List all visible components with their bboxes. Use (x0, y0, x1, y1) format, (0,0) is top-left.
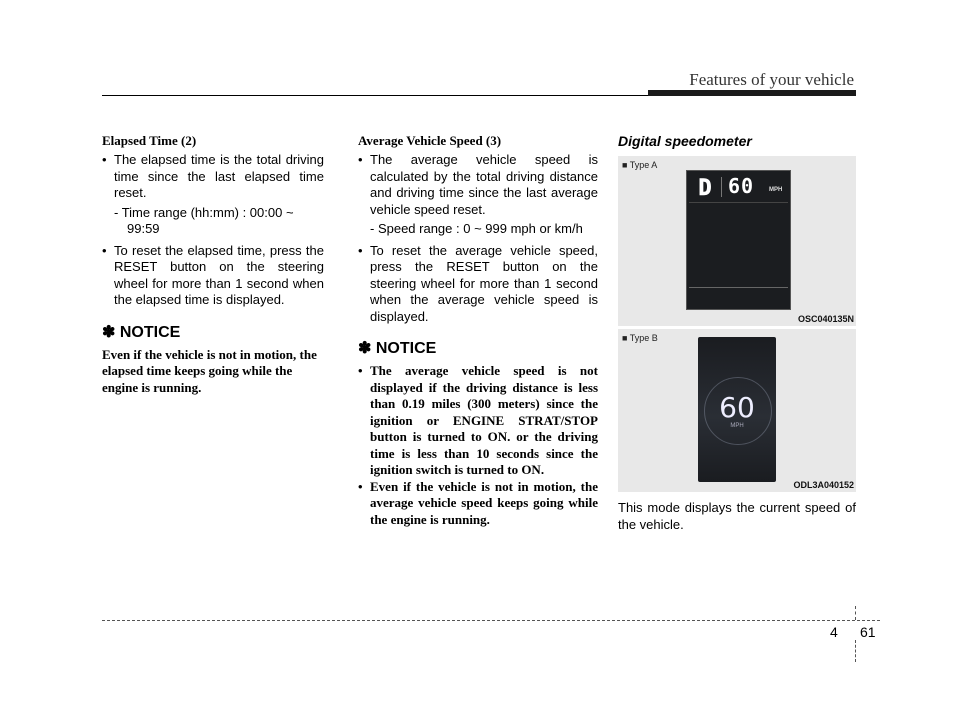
bullet-text: The elapsed time is the total driving time since the last elapsed time reset. (114, 152, 324, 200)
average-speed-reset-bullet (358, 243, 598, 326)
column-digital-speedometer (618, 132, 856, 533)
page-number: 61 (860, 624, 876, 640)
bullet-dot-icon: • (358, 242, 363, 258)
elapsed-time-range: - Time range (hh:mm) : 00:00 ~ 99:59 (114, 204, 294, 236)
column-elapsed-time (102, 132, 324, 396)
display-rule (689, 202, 788, 203)
average-speed-heading: Average Vehicle Speed (3) (358, 133, 502, 148)
page-header-title: Features of your vehicle (689, 70, 854, 89)
notice-title: ✽ NOTICE (102, 323, 181, 341)
notice-body: Even if the vehicle is not in motion, the elapsed time keeps going while the engine is running. (102, 346, 317, 395)
figure-code: OSC040135N (797, 314, 854, 324)
header-rule (102, 95, 650, 96)
display-rule (689, 287, 788, 288)
bullet-dot-icon: • (358, 363, 363, 378)
figure-caption: This mode displays the current speed of the vehicle. (618, 500, 856, 532)
bullet-text: The average vehicle speed is calculated by the total driving distance and driving time since the last average vehicle speed reset. (370, 152, 598, 217)
cluster-screen-type-a (686, 170, 791, 310)
bullet-dot-icon: • (358, 152, 363, 167)
gear-indicator-icon (694, 175, 716, 199)
figure-code: ODL3A040152 (793, 480, 854, 490)
speed-unit: MPH (769, 187, 783, 193)
figure-label: ■ Type A (622, 160, 658, 170)
footer-rule (102, 620, 880, 621)
bullet-text: Even if the vehicle is not in motion, the average vehicle speed keeps going while the engine is running. (370, 478, 598, 527)
header-rule-accent (648, 90, 856, 96)
footer-divider (855, 640, 856, 662)
bullet-dot-icon: • (102, 152, 107, 167)
notice-title: ✽ NOTICE (358, 340, 437, 357)
speed-range: - Speed range : 0 ~ 999 mph or km/h (370, 221, 583, 236)
elapsed-time-heading: Elapsed Time (2) (102, 133, 197, 148)
notice-bullet (358, 363, 598, 479)
bullet-text: To reset the average vehicle speed, press the RESET button on the steering wheel for more than 1 second when the average vehicle speed is displayed. (370, 242, 598, 324)
section-title: Digital speedometer (618, 133, 752, 149)
elapsed-time-reset-bullet (102, 243, 324, 309)
bullet-dot-icon: • (102, 242, 107, 258)
gear-letter: D (698, 176, 712, 199)
speed-unit: MPH (730, 423, 744, 429)
figure-label: ■ Type B (622, 333, 658, 343)
display-divider (721, 177, 722, 197)
speed-readout: 60 (728, 174, 755, 198)
bullet-text: The average vehicle speed is not displayed if the driving distance is less than 0.19 miles (300 meters) since the ignition or ENGINE STRAT/STOP button is turned to ON. or the driving time is less than 10 seconds since the ignition switch is turned to ON. (370, 363, 598, 477)
footer-divider (855, 606, 856, 620)
column-average-speed (358, 132, 598, 528)
cluster-screen-type-b (698, 337, 776, 482)
chapter-number: 4 (830, 624, 838, 640)
bullet-text: To reset the elapsed time, press the RESET button on the steering wheel for more than 1 second when the elapsed time is displayed. (114, 242, 324, 307)
bullet-dot-icon: • (358, 478, 363, 494)
notice-bullet (358, 479, 598, 529)
average-speed-bullet (358, 152, 598, 218)
elapsed-time-bullet (102, 152, 324, 202)
figure-type-a (618, 156, 856, 326)
speed-readout: 60 (719, 391, 755, 424)
figure-type-b (618, 329, 856, 492)
